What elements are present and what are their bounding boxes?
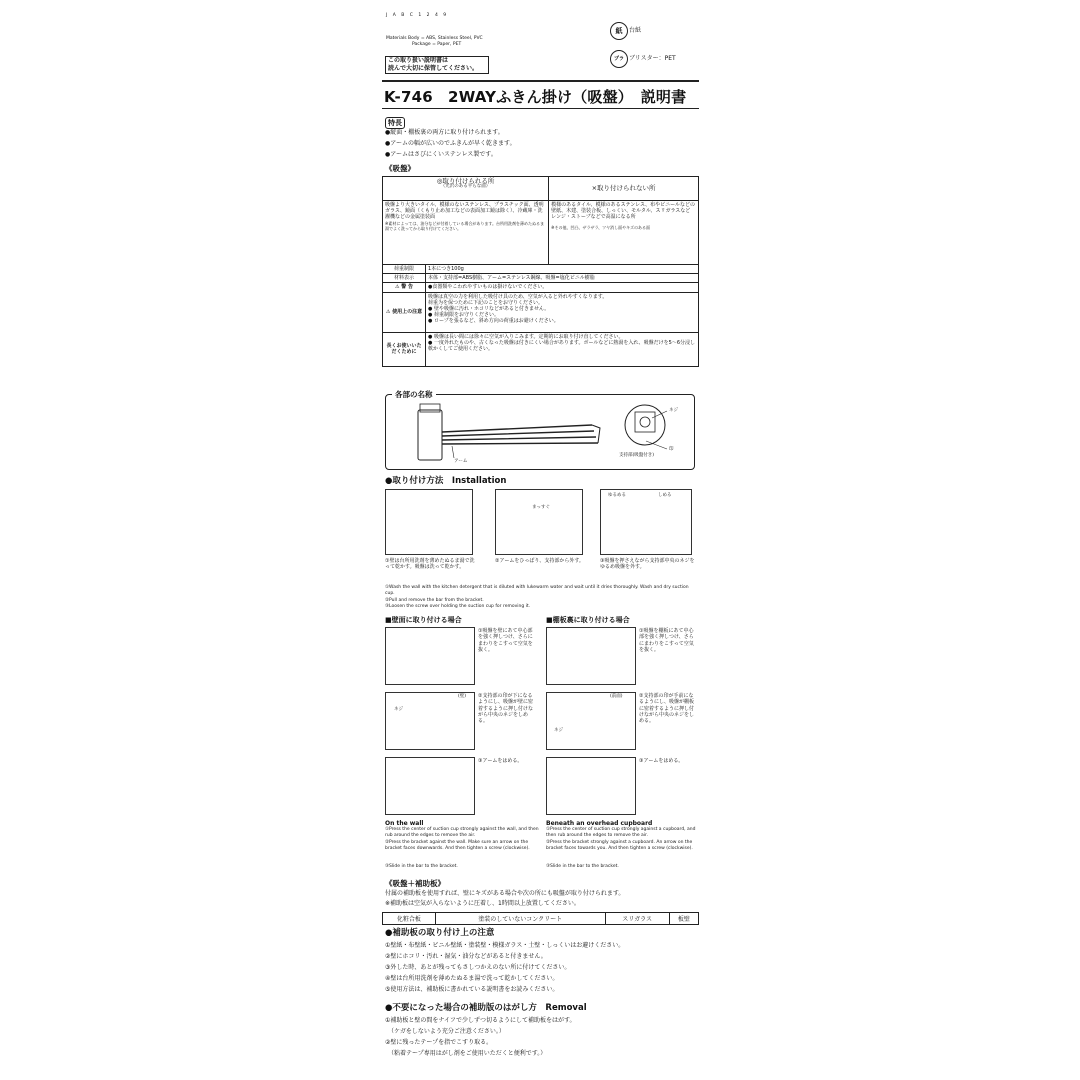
feature-item: ●縦面・棚板裏の両方に取り付けられます。	[385, 129, 504, 136]
helper-caution-heading: ●補助板の取り付け上の注意	[385, 928, 495, 938]
helper-surfaces-table	[382, 912, 699, 925]
material-label: 材料表示	[383, 274, 426, 283]
removal-item: （ケガをしないよう充分ご注意ください。）	[385, 1028, 505, 1035]
helper-heading: 《吸盤＋補助板》	[385, 879, 445, 888]
helper-line-1: 付属の補助板を使用すれば、壁にキズがある場合や次の所にも吸盤が取り付けられます。	[385, 890, 625, 897]
install-step1-caption: ①壁は台所用洗剤を薄めたぬるま湯で洗って乾かす。吸盤は洗って乾かす。	[385, 558, 475, 571]
install-step3-caption: ③吸盤を押さえながら支持部中央のネジをゆるめ吸盤を外す。	[600, 558, 695, 571]
parts-screw-label: ネジ	[669, 408, 678, 413]
shelf-step2-caption: ②支持部の印が手前になるようにし、吸盤が棚板に密着するように押し付けながら中央のネジをしめる。	[639, 693, 695, 725]
plastic-recycle-label: ブリスター：PET	[629, 55, 676, 62]
tag-straight: まっすぐ	[532, 505, 550, 510]
install-en-1: ①Wash the wall with the kitchen detergent that is diluted with lukewarm water and wait until it dries thoroughly. Wash and dry suction cup.	[385, 585, 689, 596]
install-en-2: ②Pull and remove the bar from the bracket.	[385, 598, 484, 603]
instruction-sheet	[382, 0, 699, 1080]
install-step2-caption: ②アームをひっぱり、支持部から外す。	[495, 558, 584, 564]
ok-text: 吸盤より大きいタイル、模様のないステンレス、プラスチック面、透明ガラス、鏡面（くもり止め加工などの表面加工鏡は除く）、冷蔵庫・洗濯機などの金属塗装面	[385, 202, 544, 221]
wall-heading: ■壁面に取り付ける場合	[385, 616, 462, 624]
shelf-en-heading: Beneath an overhead cupboard	[546, 820, 653, 827]
suction-heading: 《吸盤》	[385, 164, 415, 173]
helper-line-2: ※補助板は空気が入らないように圧着し、1時間以上放置してください。	[385, 900, 580, 907]
warning-label-cell: ⚠ 警 告	[383, 283, 426, 292]
ok-note: ※素材によっては、油分などが付着している場合があります。台所用洗剤を薄めたぬるま湯でよく洗ってから取り付けてください。	[385, 220, 545, 231]
surface-cell: スリガラス	[605, 913, 669, 925]
shelf-front-tag: (前面)	[610, 694, 623, 699]
install-heading: ●取り付け方法 Installation	[385, 476, 507, 486]
paper-recycle-label: 台紙	[629, 27, 642, 34]
surface-cell: 塗装のしていないコンクリート	[435, 913, 605, 925]
ng-note: ※その他、凹凸、ザラザラ、ツヤ消し面やキズのある面	[551, 224, 651, 230]
install-en-3: ③Loosen the screw over holding the suction cup for removing it.	[385, 604, 531, 609]
helper-caution-item: ③外した時、あとが残ってもさしつかえのない所に付けてください。	[385, 964, 571, 971]
tag-tighten: しめる	[658, 493, 672, 498]
materials-line-2: Package = Paper, PET	[412, 42, 462, 47]
parts-heading: 各部の名称	[392, 389, 436, 400]
keep-notice-1: この取り扱い説明書は	[388, 57, 449, 64]
tag-loosen: ゆるめる	[608, 493, 626, 498]
shelf-step3-image	[546, 757, 636, 815]
wall-step1-image	[385, 627, 475, 685]
parts-arm-label: アーム	[454, 459, 468, 464]
keep-notice-2: 読んで大切に保管してください。	[388, 64, 479, 72]
surface-cell: 化粧合板	[383, 913, 436, 925]
wall-front-tag: (壁)	[458, 694, 467, 699]
warning-icon: ⚠	[395, 284, 400, 291]
plastic-recycle-icon: プラ	[610, 50, 628, 68]
caution-label-cell: ⚠ 使用上の注意	[383, 292, 426, 332]
helper-caution-item: ②壁にホコリ・汚れ・湿気・油分などがあると付きません。	[385, 953, 547, 960]
install-step1-image	[385, 489, 473, 555]
removal-item: （粘着テープ専用はがし剤をご使用いただくと便利です。）	[385, 1050, 547, 1057]
wall-screw-label: ネジ	[394, 707, 403, 712]
shelf-step1-caption: ①吸盤を棚板にあて中心部を強く押しつけ、さらにまわりをこすって空気を抜く。	[639, 628, 694, 653]
wall-en-3: ③Slide in the bar to the bracket.	[385, 864, 458, 869]
wall-en-2: ②Press the bracket against the wall. Make sure an arrow on the bracket faces downwards. And then tighten a screw (clockwise).	[385, 840, 530, 851]
helper-caution-item: ⑤使用方法は、補助板に書かれている説明書をお読みください。	[385, 986, 559, 993]
parts-bracket-label: 支持部(吸盤付き)	[619, 453, 655, 458]
shelf-en-3: ③Slide in the bar to the bracket.	[546, 864, 619, 869]
caution-icon: ⚠	[385, 309, 391, 315]
removal-item: ②壁に残ったテープを指でこすり取る。	[385, 1039, 493, 1046]
removal-item: ①補助板と壁の間をナイフで少しずつ切るようにして補助板をはがす。	[385, 1017, 576, 1024]
shelf-heading: ■棚板裏に取り付ける場合	[546, 616, 630, 624]
wall-step1-caption: ①吸盤を壁にあて中心部を強く押しつけ、さらにまわりをこすって空気を抜く。	[478, 628, 533, 653]
longuse-label: 長くお使いいただくために	[383, 332, 426, 366]
page-title: K-746 2WAYふきん掛け（吸盤） 説明書	[384, 88, 687, 106]
ok-heading: ◎取り付けられる所	[436, 177, 495, 185]
feature-item: ●アームはさびにくいステンレス製です。	[385, 151, 497, 158]
features-heading: 特長	[385, 117, 405, 129]
wall-step2-image	[385, 692, 475, 750]
caution-cell: 吸盤は真空の力を利用した吸付け具のため、空気が入ると外れやすくなります。 荷重为を保つために下記のことをお守りください。 ● 壁や吸盤に汚れ・ホコリなどがあると付きません。 ● 荷重制限をお守りください。 ● ロープを張るなど、斜め方向の荷重はお避けください。	[426, 292, 699, 332]
surface-cell: 板壁	[669, 913, 698, 925]
longuse-cell: ● 吸盤は長い間には徐々に空気が入りこみます。定期的にお取り付け直してください。 ● 一度外れたものや、古くなった吸盤は付きにくい場合があります。ボールなどに熱湯を入れ、吸盤だけを5〜6分浸し軟かくしてご使用ください。	[426, 332, 699, 366]
ng-text: 模様のあるタイル、模様のあるステンレス、布やビニールなどの壁紙、木建、塗装合板、しっくい、モルタル、スリガラスなど レンジ・ストーブなどで高温になる所	[551, 202, 696, 221]
warning-text: ●食器類やこわれやすいものは掛けないでください。	[426, 283, 699, 292]
shelf-step2-image	[546, 692, 636, 750]
wall-step3-caption: ③アームをはめる。	[478, 758, 523, 764]
barcode-text: J A B C 1 2 4 9	[386, 13, 449, 18]
load-label: 荷重制限	[383, 265, 426, 274]
material-value: 本体・支持部=ABS樹脂、アーム=ステンレス鋼線、吸盤=塩化ビニル樹脂	[426, 274, 699, 283]
paper-recycle-icon: 紙	[610, 22, 628, 40]
removal-heading: ●不要になった場合の補助版のはがし方 Removal	[385, 1003, 587, 1013]
helper-caution-item: ④壁は台所用洗剤を薄めたぬるま湯で洗って乾かしてください。	[385, 975, 559, 982]
wall-step3-image	[385, 757, 475, 815]
wall-en-1: ①Press the center of suction cup strongly against the wall, and then rub around the edges to remove the air.	[385, 827, 539, 838]
wall-step2-caption: ②支持部の印が下になるようにし、吸盤が壁に密着するように押し付けながら中央のネジをしめる。	[478, 693, 534, 725]
feature-item: ●アームの幅が広いのでふきんが早く乾きます。	[385, 140, 516, 147]
shelf-en-2: ②Press the bracket strongly against a cupboard. An arrow on the bracket faces towards you. And then tighten a screw (clockwise).	[546, 840, 693, 851]
materials-line-1: Materials Body = ABS, Stainless Steel, PVC	[386, 36, 483, 41]
helper-caution-item: ①壁紙・布壁紙・ビニル壁紙・塗装壁・模様ガラス・土壁・しっくいはお避けください。	[385, 942, 625, 949]
shelf-en-1: ①Press the center of suction cup strongly against a cupboard, and then rub around the edges to remove the air.	[546, 827, 696, 838]
parts-mark-label: 印	[669, 447, 674, 452]
install-step3-image	[600, 489, 692, 555]
wall-en-heading: On the wall	[385, 820, 424, 827]
shelf-step1-image	[546, 627, 636, 685]
shelf-step3-caption: ③アームをはめる。	[639, 758, 684, 764]
ok-subheading: （光沢のある平らな面）	[440, 184, 491, 190]
shelf-screw-label: ネジ	[554, 728, 563, 733]
install-step2-image	[495, 489, 583, 555]
ng-heading: ×取り付けられない所	[549, 177, 699, 201]
load-value: 1本につき100g	[426, 265, 699, 274]
